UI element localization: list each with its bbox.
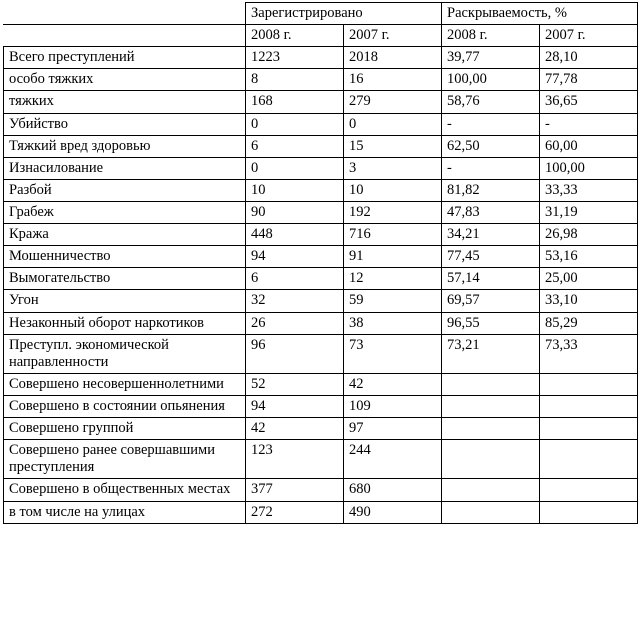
row-label: Совершено ранее совершавшими преступления: [4, 440, 246, 479]
cell-sol-2007: 60,00: [540, 135, 638, 157]
row-label: Кража: [4, 224, 246, 246]
table-row: [4, 113, 638, 135]
cell-sol-2007: 33,33: [540, 179, 638, 201]
cell-sol-2008: 58,76: [442, 91, 540, 113]
row-label: особо тяжких: [4, 69, 246, 91]
cell-sol-2008: [442, 373, 540, 395]
cell-reg-2007: 59: [344, 290, 442, 312]
table-row: [4, 246, 638, 268]
cell-sol-2007: 26,98: [540, 224, 638, 246]
cell-reg-2007: 680: [344, 479, 442, 501]
table-row: [4, 47, 638, 69]
cell-reg-2008: 6: [246, 135, 344, 157]
header-solved-rate: Раскрываемость, %: [442, 3, 638, 25]
cell-sol-2008: 39,77: [442, 47, 540, 69]
table-row: [4, 157, 638, 179]
cell-sol-2008: 57,14: [442, 268, 540, 290]
table-body: [4, 47, 638, 523]
cell-sol-2007: 77,78: [540, 69, 638, 91]
cell-reg-2007: 0: [344, 113, 442, 135]
cell-sol-2008: -: [442, 113, 540, 135]
cell-reg-2007: 2018: [344, 47, 442, 69]
cell-reg-2007: 91: [344, 246, 442, 268]
row-label: Совершено в общественных местах: [4, 479, 246, 501]
row-label: Убийство: [4, 113, 246, 135]
row-label: Тяжкий вред здоровью: [4, 135, 246, 157]
table-row: [4, 373, 638, 395]
cell-sol-2007: [540, 373, 638, 395]
row-label: Мошенничество: [4, 246, 246, 268]
cell-reg-2008: 272: [246, 501, 344, 523]
cell-sol-2007: 28,10: [540, 47, 638, 69]
table-row: [4, 501, 638, 523]
cell-sol-2008: [442, 440, 540, 479]
cell-reg-2008: 168: [246, 91, 344, 113]
cell-reg-2007: 16: [344, 69, 442, 91]
cell-sol-2008: 81,82: [442, 179, 540, 201]
cell-reg-2007: 109: [344, 395, 442, 417]
table-row: [4, 224, 638, 246]
cell-sol-2008: 69,57: [442, 290, 540, 312]
row-label: Преступл. экономической направленности: [4, 334, 246, 373]
row-label: тяжких: [4, 91, 246, 113]
cell-sol-2007: [540, 479, 638, 501]
table-year-header-row: [4, 25, 638, 47]
row-label: Всего преступлений: [4, 47, 246, 69]
header-registered-2008: 2008 г.: [246, 25, 344, 47]
table-row: [4, 440, 638, 479]
cell-reg-2008: 32: [246, 290, 344, 312]
cell-sol-2007: 73,33: [540, 334, 638, 373]
cell-sol-2007: 85,29: [540, 312, 638, 334]
table-header: [4, 3, 638, 47]
header-solved-2007: 2007 г.: [540, 25, 638, 47]
table-row: [4, 268, 638, 290]
table-group-header-row: [4, 3, 638, 25]
cell-reg-2007: 244: [344, 440, 442, 479]
cell-reg-2007: 73: [344, 334, 442, 373]
table-row: [4, 312, 638, 334]
cell-sol-2007: -: [540, 113, 638, 135]
cell-reg-2008: 8: [246, 69, 344, 91]
cell-reg-2007: 42: [344, 373, 442, 395]
table-row: [4, 201, 638, 223]
cell-sol-2007: 25,00: [540, 268, 638, 290]
header-registered: Зарегистрировано: [246, 3, 442, 25]
cell-sol-2007: [540, 395, 638, 417]
document-page: [0, 2, 642, 641]
row-label: Совершено несовершеннолетними: [4, 373, 246, 395]
cell-reg-2008: 90: [246, 201, 344, 223]
cell-sol-2007: 31,19: [540, 201, 638, 223]
row-label: Вымогательство: [4, 268, 246, 290]
table-row: [4, 418, 638, 440]
row-label: Совершено в состоянии опьянения: [4, 395, 246, 417]
cell-reg-2008: 26: [246, 312, 344, 334]
cell-reg-2007: 490: [344, 501, 442, 523]
cell-reg-2007: 716: [344, 224, 442, 246]
cell-reg-2008: 42: [246, 418, 344, 440]
cell-sol-2008: [442, 418, 540, 440]
row-label: Совершено группой: [4, 418, 246, 440]
cell-reg-2008: 1223: [246, 47, 344, 69]
cell-reg-2007: 15: [344, 135, 442, 157]
cell-reg-2007: 38: [344, 312, 442, 334]
cell-reg-2008: 52: [246, 373, 344, 395]
table-row: [4, 69, 638, 91]
cell-sol-2007: 36,65: [540, 91, 638, 113]
cell-sol-2007: 100,00: [540, 157, 638, 179]
header-blank-corner-2: [4, 25, 246, 47]
row-label: Изнасилование: [4, 157, 246, 179]
table-row: [4, 135, 638, 157]
cell-sol-2008: 77,45: [442, 246, 540, 268]
cell-reg-2008: 94: [246, 246, 344, 268]
row-label: Грабеж: [4, 201, 246, 223]
cell-sol-2008: 100,00: [442, 69, 540, 91]
cell-sol-2007: 33,10: [540, 290, 638, 312]
table-row: [4, 290, 638, 312]
cell-sol-2008: 47,83: [442, 201, 540, 223]
cell-sol-2007: [540, 418, 638, 440]
cell-reg-2008: 96: [246, 334, 344, 373]
cell-reg-2008: 123: [246, 440, 344, 479]
cell-sol-2008: 62,50: [442, 135, 540, 157]
table-row: [4, 179, 638, 201]
cell-reg-2008: 0: [246, 157, 344, 179]
header-registered-2007: 2007 г.: [344, 25, 442, 47]
cell-reg-2008: 0: [246, 113, 344, 135]
cell-sol-2008: 96,55: [442, 312, 540, 334]
cell-reg-2007: 10: [344, 179, 442, 201]
cell-reg-2008: 10: [246, 179, 344, 201]
cell-reg-2008: 377: [246, 479, 344, 501]
cell-sol-2007: [540, 501, 638, 523]
row-label: Незаконный оборот наркотиков: [4, 312, 246, 334]
table-row: [4, 91, 638, 113]
cell-sol-2008: [442, 395, 540, 417]
row-label: Разбой: [4, 179, 246, 201]
cell-reg-2007: 279: [344, 91, 442, 113]
header-blank-corner: [4, 3, 246, 25]
row-label: Угон: [4, 290, 246, 312]
cell-reg-2007: 12: [344, 268, 442, 290]
cell-reg-2008: 94: [246, 395, 344, 417]
cell-reg-2007: 97: [344, 418, 442, 440]
table-row: [4, 479, 638, 501]
cell-reg-2008: 6: [246, 268, 344, 290]
cell-sol-2007: 53,16: [540, 246, 638, 268]
cell-sol-2008: [442, 501, 540, 523]
cell-sol-2008: 73,21: [442, 334, 540, 373]
crime-statistics-table: [3, 2, 638, 524]
row-label: в том числе на улицах: [4, 501, 246, 523]
cell-reg-2007: 192: [344, 201, 442, 223]
cell-sol-2007: [540, 440, 638, 479]
cell-sol-2008: [442, 479, 540, 501]
table-row: [4, 395, 638, 417]
cell-reg-2008: 448: [246, 224, 344, 246]
header-solved-2008: 2008 г.: [442, 25, 540, 47]
cell-sol-2008: 34,21: [442, 224, 540, 246]
cell-sol-2008: -: [442, 157, 540, 179]
cell-reg-2007: 3: [344, 157, 442, 179]
table-row: [4, 334, 638, 373]
